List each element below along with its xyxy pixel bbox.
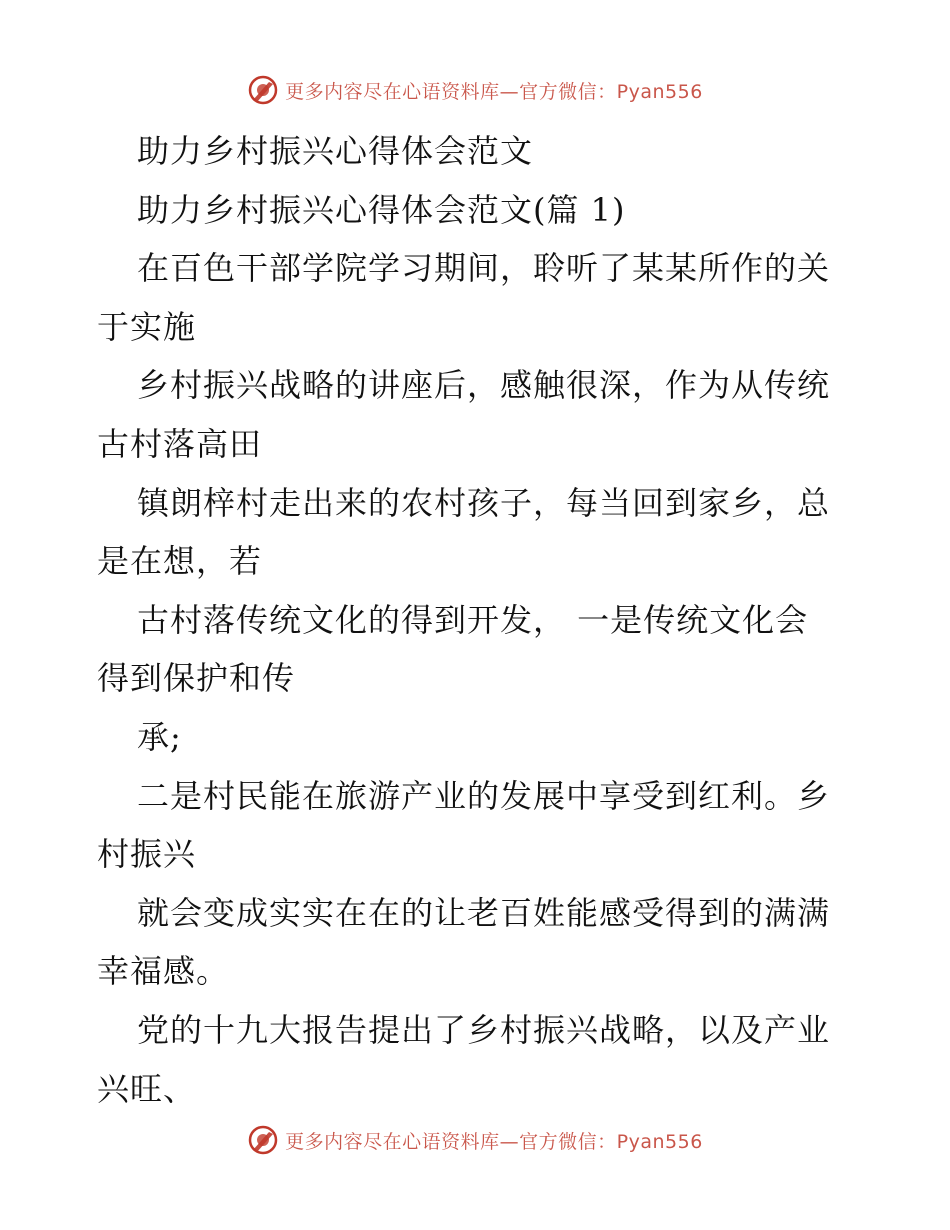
document-title: 助力乡村振兴心得体会范文 xyxy=(137,132,534,170)
paragraph-line: 村振兴 xyxy=(97,835,197,874)
paragraph-line: 在百色干部学院学习期间，聆听了某某所作的关 xyxy=(137,249,831,288)
document-body xyxy=(97,122,857,1118)
paragraph-line: 幸福感。 xyxy=(97,952,230,991)
paragraph-line: 二是村民能在旅游产业的发展中享受到红利。乡 xyxy=(137,776,831,815)
pen-logo-icon xyxy=(247,1124,279,1156)
paragraph-line: 古村落传统文化的得到开发， 一是传统文化会 xyxy=(137,600,809,639)
paragraph-line: 承; xyxy=(137,717,182,756)
header-banner xyxy=(0,70,950,110)
header-banner-text: 更多内容尽在心语资料库—官方微信：Pyan556 xyxy=(285,80,703,103)
paragraph-line: 得到保护和传 xyxy=(97,659,296,698)
paragraph-line: 就会变成实实在在的让老百姓能感受得到的满满 xyxy=(137,893,831,932)
footer-banner xyxy=(0,1120,950,1160)
paragraph-line: 乡村振兴战略的讲座后，感触很深，作为从传统 xyxy=(137,366,831,405)
paragraph-line: 于实施 xyxy=(97,307,197,346)
section-heading: 助力乡村振兴心得体会范文(篇 1) xyxy=(137,190,626,229)
pen-logo-icon xyxy=(247,74,279,106)
paragraph-line: 古村落高田 xyxy=(97,424,263,463)
paragraph-line: 镇朗梓村走出来的农村孩子，每当回到家乡，总 xyxy=(137,483,831,522)
paragraph-line: 党的十九大报告提出了乡村振兴战略，以及产业 xyxy=(137,1010,831,1049)
footer-banner-text: 更多内容尽在心语资料库—官方微信：Pyan556 xyxy=(285,1130,703,1153)
paragraph-line: 兴旺、 xyxy=(97,1069,197,1108)
paragraph-line: 是在想，若 xyxy=(97,542,263,581)
